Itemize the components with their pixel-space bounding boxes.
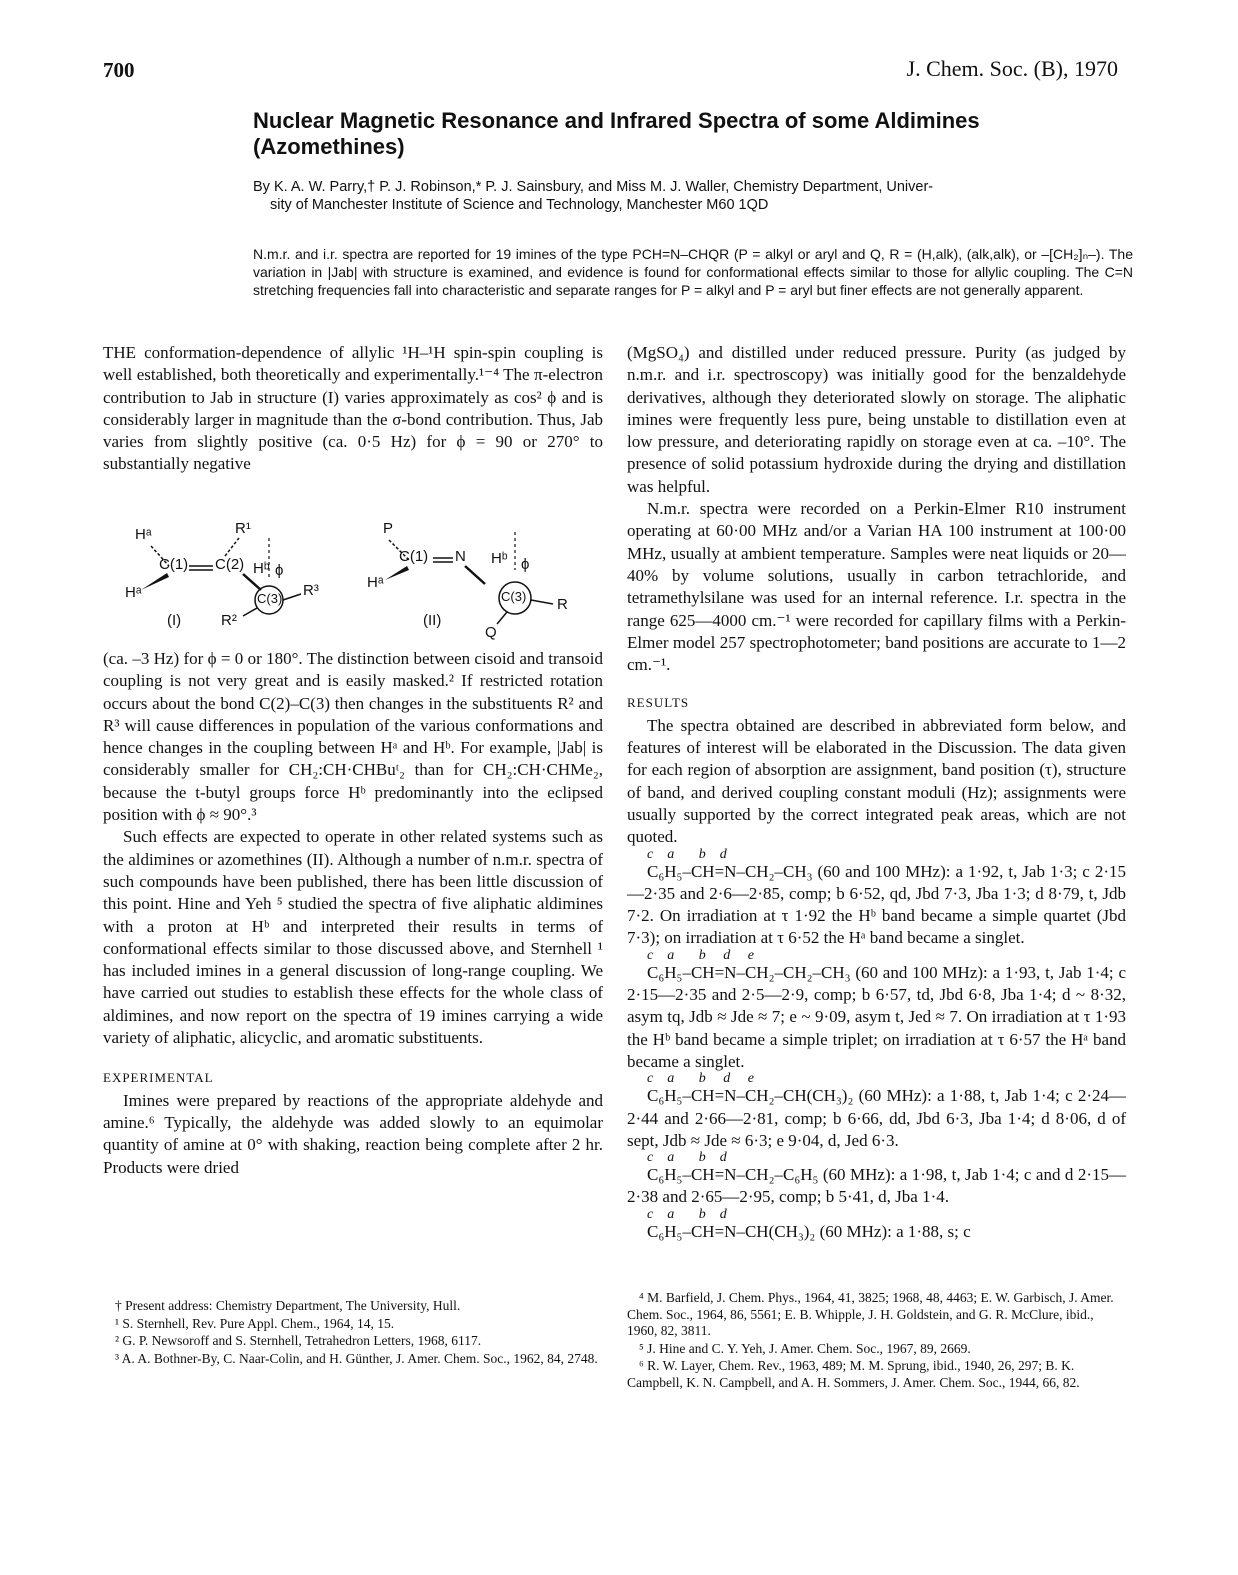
experimental-paragraph-1: Imines were prepared by reactions of the appropriate aldehyde and amine.⁶ Typically, the aldehyde was added slowly to an equimolar quantity of amine at 0° with shaking, reaction being complete after 2 hr. Products were dried — [103, 1090, 603, 1177]
result-3: C₆H₅–CH=N–CH₂–CH(CH₃)₂ (60 MHz): a 1·88, t, Jab 1·4; c 2·24—2·44 and 2·66—2·81, comp; b 6·66, dd, Jbd 6·3, Jba 1·4; d 8·06, d of sept, Jdb ≈ Jde ≈ 6·3; e 9·04, d, Jed 6·3. — [627, 1086, 1126, 1150]
intro-paragraph-2: (ca. –3 Hz) for ϕ = 0 or 180°. The distinction between cisoid and transoid coupling is not very great and is easily masked.² If restricted rotation occurs about the bond C(2)–C(3) then changes in the substituents R² and R³ will cause differences in population of the various conformations and hence changes in the coupling between Hᵃ and Hᵇ. For example, |Jab| is considerably smaller for CH₂:CH·CHBuᵗ₂ than for CH₂:CH·CHMe₂, because the t-butyl groups force Hᵇ predominantly into the eclipsed position with ϕ ≈ 90°.³ — [103, 649, 603, 825]
structure-figure — [103, 518, 603, 650]
results-paragraph-1: The spectra obtained are described in abbreviated form below, and features of interest will be elaborated in the Discussion. The data given for each region of absorption are assignment, band position (τ), structure of band, and derived coupling constant moduli (Hz); assignments were usually supported by the correct integrated peak areas, which are not quoted. — [627, 715, 1126, 847]
label-phi: ϕ — [275, 562, 284, 579]
label-ha-II: Hᵃ — [367, 574, 384, 591]
footnote-2: ² G. P. Newsoroff and S. Sternhell, Tetrahedron Letters, 1968, 6117. — [115, 1333, 482, 1348]
left-column-continued — [103, 648, 603, 1179]
results-heading: RESULTS — [627, 695, 690, 711]
experimental-paragraph-2: (MgSO₄) and distilled under reduced pressure. Purity (as judged by n.m.r. and i.r. spectroscopy) was initially good for the benzaldehyde derivatives, although they deteriorated slowly on storage. The aliphatic imines were frequently less pure, being unstable to distillation even at low pressure, and deteriorating rapidly on storage even at ca. –10°. The presence of solid potassium hydroxide during the drying and distillation was helpful. — [627, 343, 1126, 496]
bond-c3-r — [531, 600, 553, 604]
article-title: Nuclear Magnetic Resonance and Infrared Spectra of some Aldimines (Azomethines) — [253, 108, 980, 159]
label-r2: R² — [221, 612, 237, 629]
result-2: C₆H₅–CH=N–CH₂–CH₂–CH₃ (60 and 100 MHz): a 1·93, t, Jab 1·4; c 2·15—2·35 and 2·5—2·9, comp; b 6·57, td, Jbd 6·8, Jba 1·4; d ~ 8·32, asym tq, Jdb ≈ Jde ≈ 7; e ~ 9·09, asym t, Jed ≈ 7. On irradiation at τ 1·93 the Hᵇ band became a simple triplet; on irradiation at τ 6·57 the Hᵃ band became a singlet. — [627, 962, 1126, 1071]
label-p: P — [383, 520, 394, 537]
intro-paragraph-1: THE conformation-dependence of allylic ¹H–¹H spin-spin coupling is well established, both theoretically and experimentally.¹⁻⁴ The π-electron contribution to Jab in structure (I) varies approximately as cos² ϕ and is considerably larger in magnitude than the σ-bond contribution. Thus, Jab varies from slightly positive (ca. 0·5 Hz) for ϕ = 90 or 270° to substantially negative — [103, 343, 603, 474]
label-ha-bottom: Hᵃ — [125, 584, 142, 601]
label-c1: C(1) — [159, 556, 189, 573]
footnote-dagger: † Present address: Chemistry Department, The University, Hull. — [115, 1298, 461, 1313]
bond-c3-r3 — [283, 594, 301, 600]
bond-ha-c1-wedge-2 — [385, 566, 409, 580]
footnote-6: ⁶ R. W. Layer, Chem. Rev., 1963, 489; M. M. Sprung, ibid., 1940, 26, 297; B. K. Campbell, K. N. Campbell, and A. H. Sommers, J. Amer. Chem. Soc., 1944, 66, 82. — [627, 1358, 1080, 1390]
label-phi-II: ϕ — [521, 556, 530, 573]
label-r3: R³ — [303, 582, 319, 599]
experimental-paragraph-3: N.m.r. spectra were recorded on a Perkin-Elmer R10 instrument operating at 60·00 MHz and/or a Varian HA 100 instrument at 100·00 MHz, usually at ambient temperature. Samples were neat liquids or 20—40% by volume solutions, usually in carbon tetrachloride, and tetramethylsilane was used for an internal reference. I.r. spectra in the range 625—4000 cm.⁻¹ were recorded for capillary films with a Perkin-Elmer model 257 spectrophotometer; band positions are accurate to 1—2 cm.⁻¹. — [627, 499, 1126, 675]
structure-diagram — [103, 518, 603, 650]
page-number: 700 — [103, 58, 135, 82]
bond-n-c3 — [465, 566, 485, 584]
label-structure-II: (II) — [423, 612, 442, 629]
experimental-heading: EXPERIMENTAL — [103, 1070, 214, 1086]
label-c3: C(3) — [257, 591, 283, 606]
label-ha-top: Hᵃ — [135, 526, 152, 543]
label-r-II: R — [557, 596, 568, 613]
footnote-4: ⁴ M. Barfield, J. Chem. Phys., 1964, 41, 3825; 1968, 48, 4463; E. W. Garbisch, J. Amer. Chem. Soc., 1964, 86, 5561; E. B. Whipple, J. H. Goldstein, and G. R. McClure, ibid., 1960, 82, 3811. — [627, 1290, 1114, 1338]
label-c2: C(2) — [215, 556, 245, 573]
result-5: C₆H₅–CH=N–CH(CH₃)₂ (60 MHz): a 1·88, s; c — [647, 1221, 971, 1241]
label-hb-II: Hᵇ — [491, 550, 508, 567]
bond-c2-r1 — [225, 538, 239, 556]
right-column — [627, 342, 1126, 1243]
bond-c3-q — [497, 612, 507, 624]
bond-ha-c1-wedge — [141, 573, 169, 590]
footnote-1: ¹ S. Sternhell, Rev. Pure Appl. Chem., 1964, 14, 15. — [115, 1315, 395, 1331]
footnote-3: ³ A. A. Bothner-By, C. Naar-Colin, and H. Günther, J. Amer. Chem. Soc., 1962, 84, 2748. — [115, 1350, 598, 1366]
result-4-assignments: c a b d — [647, 1150, 727, 1166]
label-hb: Hᵇ — [253, 560, 270, 577]
label-c1-II: C(1) — [399, 548, 429, 565]
result-4: C₆H₅–CH=N–CH₂–C₆H₅ (60 MHz): a 1·98, t, Jab 1·4; c and d 2·15—2·38 and 2·65—2·95, comp; b 5·41, d, Jba 1·4. — [627, 1165, 1126, 1207]
bond-c3-r2 — [243, 608, 257, 616]
result-1-assignments: c a b d — [647, 846, 727, 862]
journal-header: J. Chem. Soc. (B), 1970 — [906, 56, 1118, 81]
label-q-II: Q — [485, 624, 497, 641]
authors — [253, 178, 1133, 214]
result-2-assignments: c a b d e — [647, 947, 754, 963]
authors-line-2: sity of Manchester Institute of Science and Technology, Manchester M60 1QD — [270, 197, 769, 213]
result-1: C₆H₅–CH=N–CH₂–CH₃ (60 and 100 MHz): a 1·92, t, Jab 1·3; c 2·15—2·35 and 2·6—2·85, comp; b 6·52, qd, Jbd 7·3, Jba 1·3; d 8·79, t, Jdb 7·2. On irradiation at τ 1·92 the Hᵇ band became a simple quartet (Jbd 7·3); on irradiation at τ 6·52 the Hᵃ band became a singlet. — [627, 861, 1126, 948]
label-r1: R¹ — [235, 520, 251, 537]
left-footnotes — [103, 1298, 603, 1368]
result-3-assignments: c a b d e — [647, 1071, 754, 1087]
label-structure-I: (I) — [167, 612, 182, 629]
label-c3-II: C(3) — [501, 589, 527, 604]
intro-paragraph-3: Such effects are expected to operate in other related systems such as the aldimines or azomethines (II). Although a number of n.m.r. spectra of such compounds have been published, there has been little discussion of this point. Hine and Yeh ⁵ studied the spectra of five aliphatic aldimines with a proton at Hᵇ and interpreted their results in terms of conformational effects similar to those discussed above, and Sternhell ¹ has included imines in a general discussion of long-range coupling. We have carried out studies to establish these effects for the whole class of aldimines, and now report on the spectra of 19 imines carrying a wide variety of aliphatic, alicyclic, and aromatic substituents. — [103, 827, 603, 1048]
label-n: N — [455, 548, 466, 565]
left-column — [103, 342, 603, 476]
authors-line-1: By K. A. W. Parry,† P. J. Robinson,* P. J. Sainsbury, and Miss M. J. Waller, Chemistry Department, Univer- — [253, 179, 934, 195]
footnote-5: ⁵ J. Hine and C. Y. Yeh, J. Amer. Chem. Soc., 1967, 89, 2669. — [639, 1340, 971, 1356]
result-5-assignments: c a b d — [647, 1206, 727, 1222]
right-footnotes — [627, 1290, 1126, 1392]
abstract: N.m.r. and i.r. spectra are reported for 19 imines of the type PCH=N–CHQR (P = alkyl or aryl and Q, R = (H,alk), (alk,alk), or –[CH₂]ₙ–). The variation in |Jab| with structure is examined, and evidence is found for conformational effects similar to those for allylic coupling. The C=N stretching frequencies fall into characteristic and separate ranges for P = alkyl and P = aryl but finer effects are not generally apparent. — [253, 246, 1133, 298]
